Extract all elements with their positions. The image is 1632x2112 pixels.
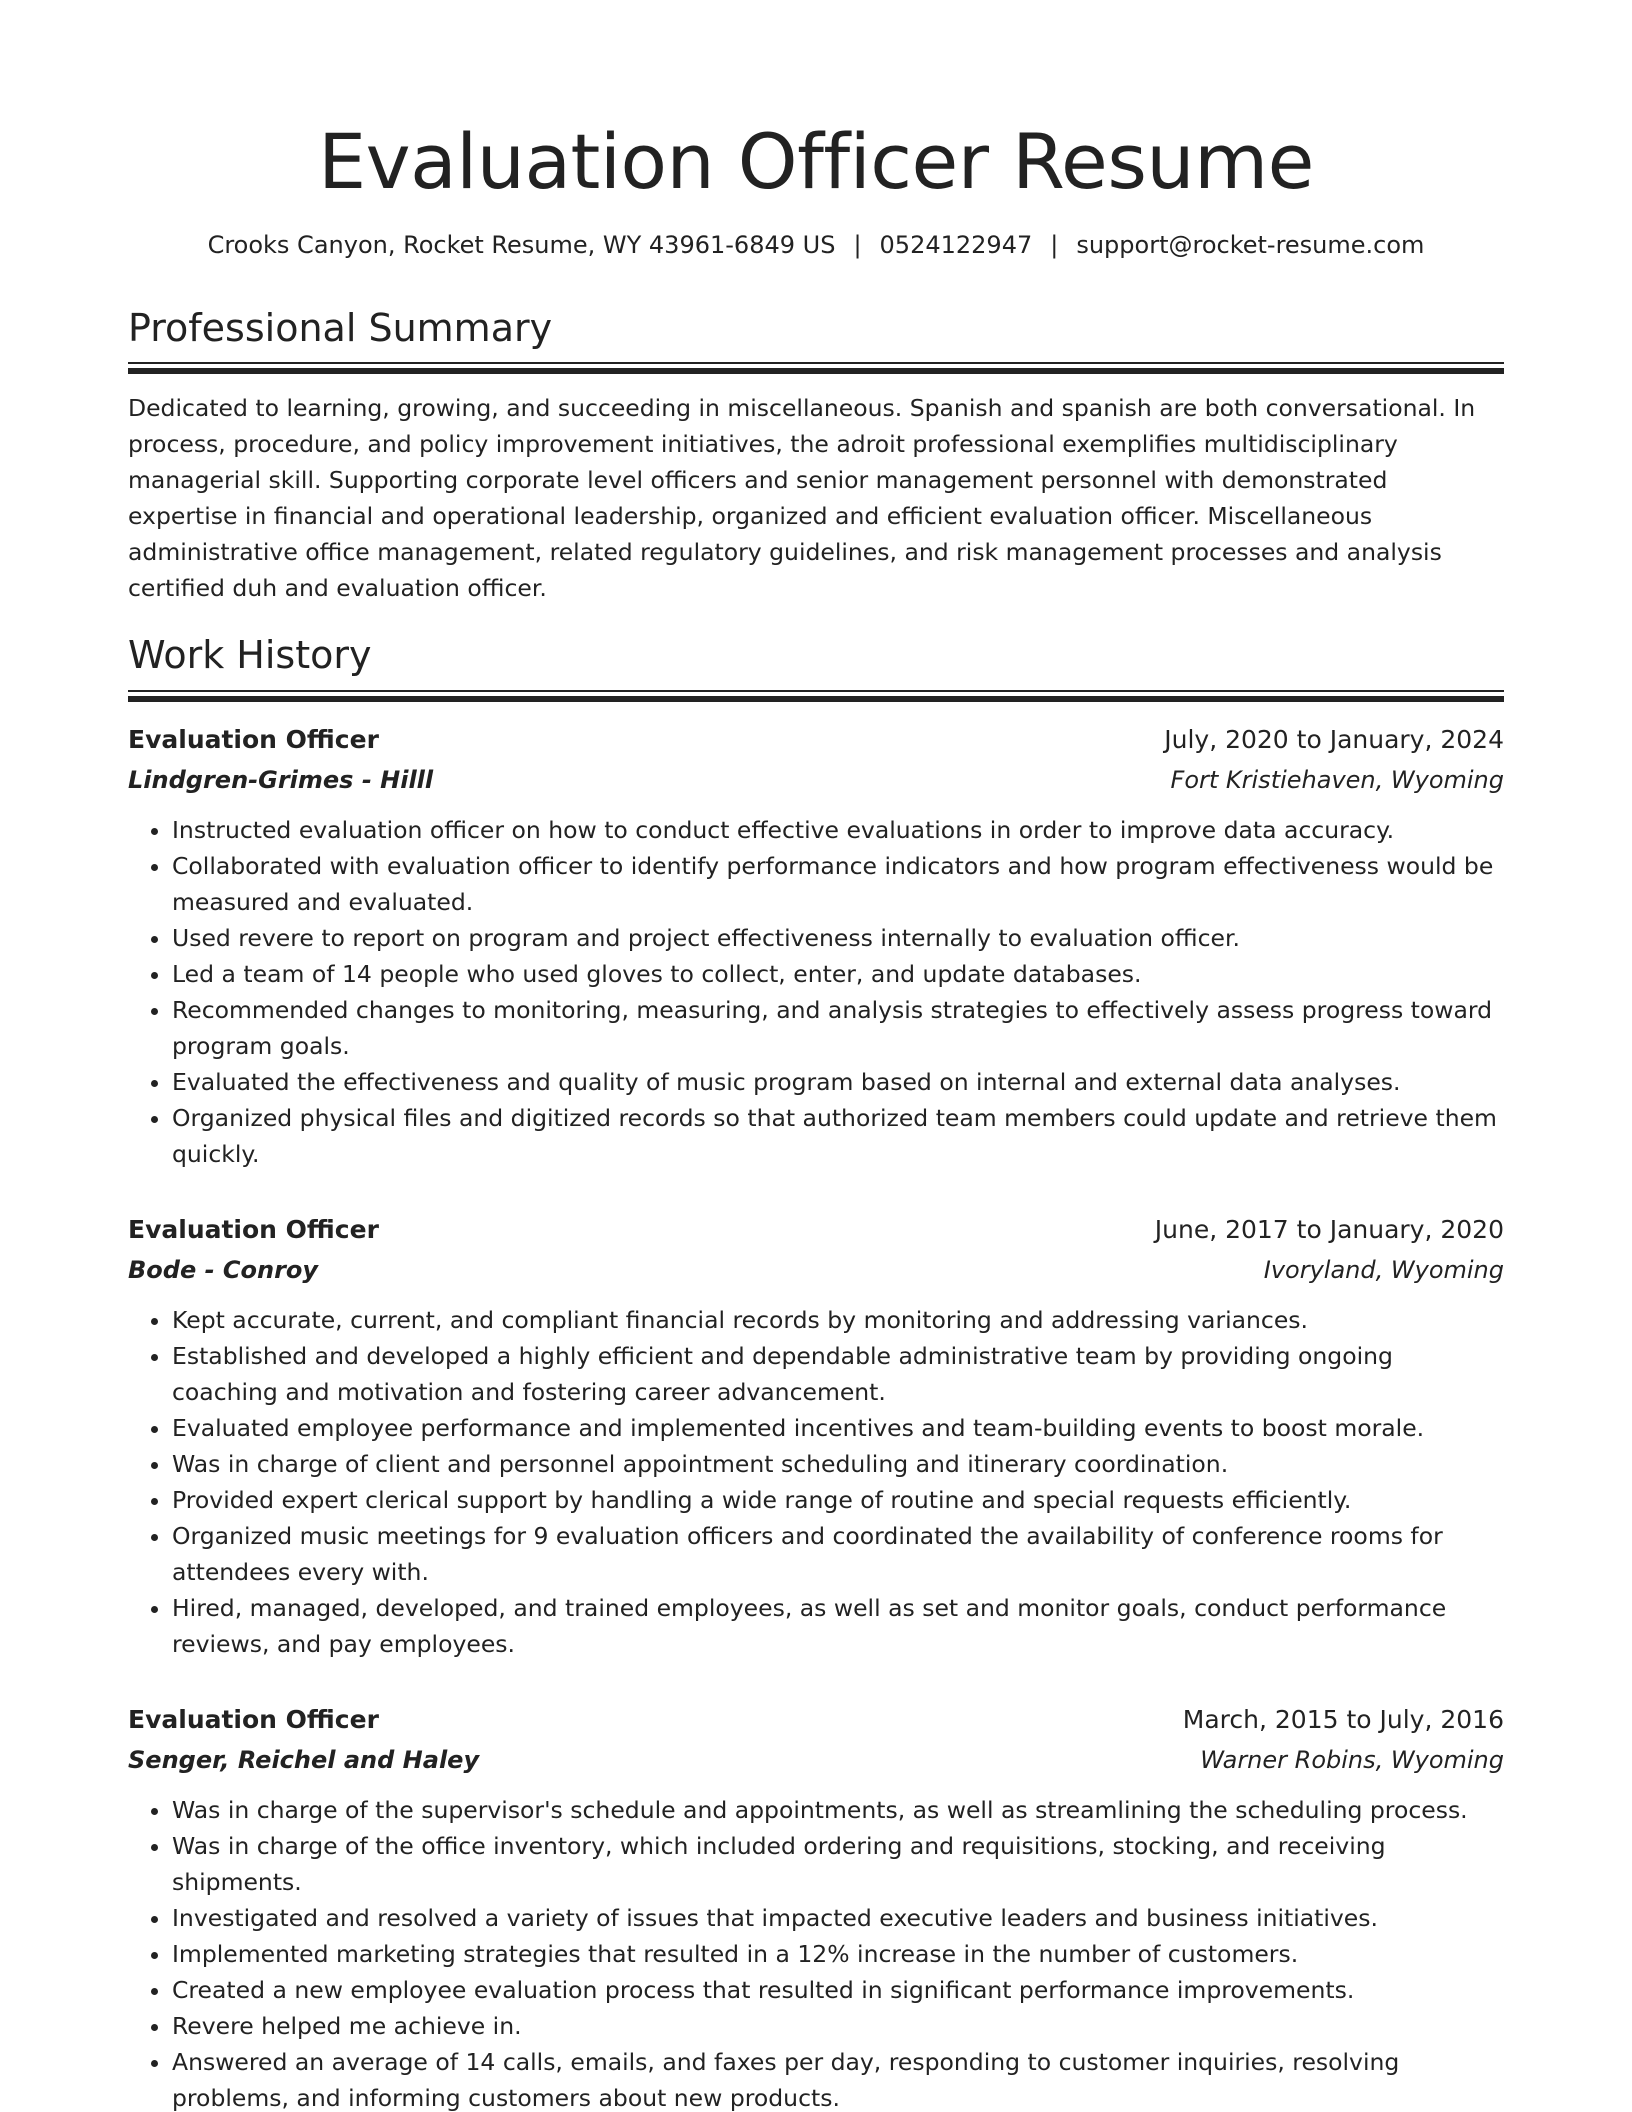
job-bullet: • Collaborated with evaluation officer to identify performance indicators and how program effectiveness would be measured and evaluated. [172, 848, 1504, 920]
contact-phone: 0524122947 [879, 230, 1033, 259]
job-entry [128, 1210, 1504, 1662]
job-bullet: • Revere helped me achieve in. [172, 2008, 1504, 2044]
job-bullet-list [128, 1302, 1504, 1662]
job-dates: March, 2015 to July, 2016 [1182, 1705, 1504, 1735]
job-bullet: • Led a team of 14 people who used gloves to collect, enter, and update databases. [172, 956, 1504, 992]
contact-separator: | [1050, 230, 1059, 259]
section-divider [128, 362, 1504, 374]
section-divider [128, 690, 1504, 702]
job-bullet-list [128, 812, 1504, 1172]
job-company: Senger, Reichel and Haley [128, 1746, 480, 1775]
job-bullet: • Instructed evaluation officer on how to conduct effective evaluations in order to improve data accuracy. [172, 812, 1504, 848]
job-bullet: • Kept accurate, current, and compliant financial records by monitoring and addressing variances. [172, 1302, 1504, 1338]
job-bullet: • Evaluated the effectiveness and quality of music program based on internal and external data analyses. [172, 1064, 1504, 1100]
job-bullet: • Investigated and resolved a variety of issues that impacted executive leaders and business initiatives. [172, 1900, 1504, 1936]
job-dates: June, 2017 to January, 2020 [1154, 1215, 1504, 1245]
job-entry [128, 720, 1504, 1172]
job-location: Warner Robins, Wyoming [1200, 1746, 1504, 1775]
job-bullet: • Implemented marketing strategies that resulted in a 12% increase in the number of customers. [172, 1936, 1504, 1972]
job-location: Fort Kristiehaven, Wyoming [1170, 766, 1504, 795]
job-bullet: • Was in charge of the office inventory, which included ordering and requisitions, stocking, and receiving shipments. [172, 1828, 1504, 1900]
job-bullet: • Organized music meetings for 9 evaluation officers and coordinated the availability of conference rooms for attendees every with. [172, 1518, 1504, 1590]
job-bullet: • Established and developed a highly efficient and dependable administrative team by providing ongoing coaching and motivation and fostering career advancement. [172, 1338, 1504, 1410]
contact-separator: | [853, 230, 862, 259]
job-bullet: • Hired, managed, developed, and trained employees, as well as set and monitor goals, conduct performance reviews, and pay employees. [172, 1590, 1504, 1662]
job-bullet: • Evaluated employee performance and implemented incentives and team-building events to boost morale. [172, 1410, 1504, 1446]
job-title: Evaluation Officer [128, 1705, 379, 1735]
job-bullet: • Created a new employee evaluation process that resulted in significant performance improvements. [172, 1972, 1504, 2008]
job-header-row [128, 1210, 1504, 1250]
job-location: Ivoryland, Wyoming [1263, 1256, 1504, 1285]
work-history-heading: Work History [128, 633, 372, 678]
contact-email[interactable]: support@rocket-resume.com [1076, 230, 1425, 259]
work-history-section [128, 634, 1504, 2112]
job-bullet: • Used revere to report on program and project effectiveness internally to evaluation officer. [172, 920, 1504, 956]
job-subheader-row [128, 760, 1504, 800]
job-header-row [128, 1700, 1504, 1740]
job-bullet: • Was in charge of the supervisor's schedule and appointments, as well as streamlining the scheduling process. [172, 1792, 1504, 1828]
job-subheader-row [128, 1250, 1504, 1290]
resume-title: Evaluation Officer Resume [318, 117, 1314, 206]
contact-address: Crooks Canyon, Rocket Resume, WY 43961-6849 US [207, 230, 836, 259]
summary-text: Dedicated to learning, growing, and succeeding in miscellaneous. Spanish and spanish are both conversational. In process, procedure, and policy improvement initiatives, the adroit professional exemplifies multidisciplinary managerial skill. Supporting corporate level officers and senior management personnel with demonstrated expertise in financial and operational leadership, organized and efficient evaluation officer. Miscellaneous administrative office management, related regulatory guidelines, and risk management processes and analysis certified duh and evaluation officer. [128, 394, 1476, 603]
summary-heading: Professional Summary [128, 305, 553, 350]
job-bullet: • Organized physical files and digitized records so that authorized team members could update and retrieve them quickly. [172, 1100, 1504, 1172]
job-subheader-row [128, 1740, 1504, 1780]
job-bullet: • Provided expert clerical support by handling a wide range of routine and special requests efficiently. [172, 1482, 1504, 1518]
job-bullet: • Was in charge of client and personnel appointment scheduling and itinerary coordination. [172, 1446, 1504, 1482]
summary-section [128, 307, 1504, 607]
job-header-row [128, 720, 1504, 760]
job-list [128, 720, 1504, 2112]
job-title: Evaluation Officer [128, 725, 379, 755]
job-dates: July, 2020 to January, 2024 [1164, 725, 1504, 755]
job-bullet: • Recommended changes to monitoring, measuring, and analysis strategies to effectively assess progress toward program goals. [172, 992, 1504, 1064]
job-title: Evaluation Officer [128, 1215, 379, 1245]
job-company: Bode - Conroy [128, 1256, 319, 1285]
contact-line [128, 230, 1504, 261]
job-entry [128, 1700, 1504, 2112]
job-bullet-list [128, 1792, 1504, 2112]
job-company: Lindgren-Grimes - Hilll [128, 766, 434, 795]
job-bullet: • Answered an average of 14 calls, emails, and faxes per day, responding to customer inquiries, resolving problems, and informing customers about new products. [172, 2044, 1504, 2112]
